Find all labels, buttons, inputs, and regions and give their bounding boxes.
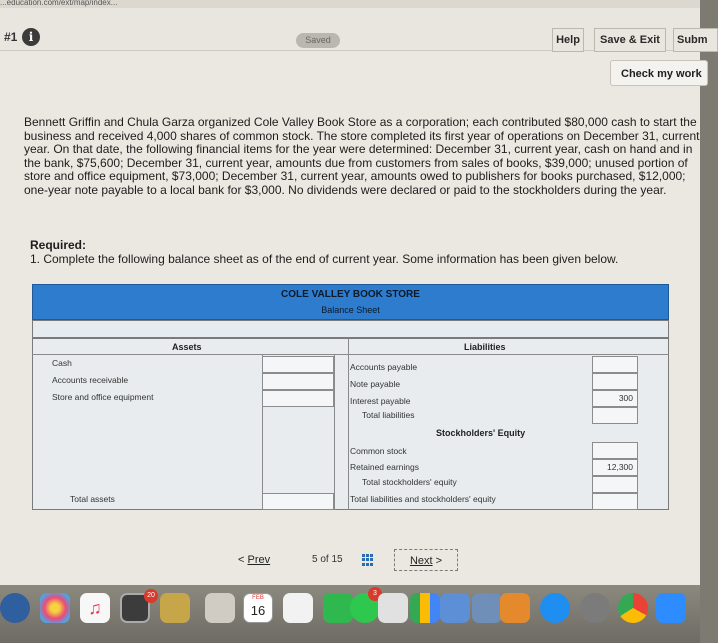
total-liabilities-equity-input[interactable] bbox=[592, 493, 638, 510]
asset-value-divider-right bbox=[334, 354, 335, 510]
numbers-icon[interactable] bbox=[410, 593, 440, 623]
app-store-icon[interactable] bbox=[540, 593, 570, 623]
statement-name: Balance Sheet bbox=[321, 305, 380, 315]
accounts-receivable-input[interactable] bbox=[262, 373, 334, 390]
stickies-icon[interactable] bbox=[205, 593, 235, 623]
blank-date-row bbox=[32, 320, 669, 338]
equipment-input[interactable] bbox=[262, 390, 334, 407]
photos-icon[interactable] bbox=[40, 593, 70, 623]
cash-label: Cash bbox=[52, 358, 72, 368]
facetime-icon[interactable] bbox=[323, 593, 353, 623]
check-my-work-button[interactable]: Check my work bbox=[610, 60, 708, 86]
assets-header: Assets bbox=[172, 342, 202, 352]
music-icon[interactable]: ♫ bbox=[80, 593, 110, 623]
header-rule bbox=[32, 354, 669, 355]
note-payable-input[interactable] bbox=[592, 373, 638, 390]
question-pager bbox=[230, 548, 470, 574]
photos-badge: 20 bbox=[144, 589, 158, 603]
calendar-day: 16 bbox=[250, 603, 266, 618]
common-stock-input[interactable] bbox=[592, 442, 638, 459]
interest-payable-value: 300 bbox=[592, 390, 638, 407]
balance-sheet-table bbox=[32, 284, 669, 512]
saved-status-badge: Saved bbox=[296, 33, 340, 48]
next-button[interactable]: Next > bbox=[394, 549, 458, 571]
retained-earnings-value: 12,300 bbox=[592, 459, 638, 476]
prev-button[interactable]: < Prev bbox=[238, 554, 271, 566]
messages-icon[interactable] bbox=[350, 590, 380, 623]
total-equity-input[interactable] bbox=[592, 476, 638, 493]
preview-icon[interactable] bbox=[472, 593, 502, 623]
info-icon[interactable]: i bbox=[22, 28, 40, 46]
required-instructions: 1. Complete the following balance sheet as of the end of current year. Some information has been given below. bbox=[30, 252, 619, 266]
save-exit-button[interactable]: Save & Exit bbox=[594, 28, 666, 52]
total-liabilities-label: Total liabilities bbox=[362, 410, 415, 420]
total-assets-label: Total assets bbox=[70, 494, 115, 504]
photo-booth-icon[interactable] bbox=[120, 592, 155, 623]
required-title: Required: bbox=[30, 238, 87, 252]
total-assets-input[interactable] bbox=[262, 493, 334, 510]
help-button[interactable]: Help bbox=[552, 28, 584, 52]
launchpad-icon[interactable] bbox=[0, 593, 30, 623]
balance-sheet-header bbox=[32, 284, 669, 320]
total-equity-label: Total stockholders' equity bbox=[362, 477, 457, 487]
current-page: 5 bbox=[312, 554, 318, 565]
retained-earnings-label: Retained earnings bbox=[350, 462, 419, 472]
assignment-header bbox=[0, 8, 708, 51]
freeform-icon[interactable] bbox=[378, 593, 408, 623]
column-divider bbox=[348, 338, 349, 510]
calendar-icon[interactable] bbox=[243, 593, 273, 623]
cash-input[interactable] bbox=[262, 356, 334, 373]
question-number: #1 bbox=[4, 30, 18, 44]
chrome-icon[interactable] bbox=[618, 593, 648, 623]
accounts-payable-input[interactable] bbox=[592, 356, 638, 373]
total-liabilities-input[interactable] bbox=[592, 407, 638, 424]
accounts-receivable-label: Accounts receivable bbox=[52, 375, 129, 385]
problem-statement: Bennett Griffin and Chula Garza organized Cole Valley Book Store as a corporation; each contributed $80,000 cash to start the business and received 4,000 shares of common stock. The store completed its first year of operations on December 31, current year. On that date, the following financial items for the year were determined: December 31, current year, cash on hand and in the bank, $75,600; December 31, current year, amounts due from customers from sales of books, $39,000; unused portion of store and office equipment, $73,000; December 31, current year, amounts owed to publishers for books purchased, $12,000; one-year note payable to a local bank for $3,000. No dividends were declared or paid to the stockholders during the year. bbox=[24, 115, 700, 197]
page-indicator bbox=[312, 554, 343, 565]
liabilities-header: Liabilities bbox=[464, 342, 506, 352]
equipment-label: Store and office equipment bbox=[52, 392, 154, 402]
reminders-icon[interactable] bbox=[283, 593, 313, 623]
company-name: COLE VALLEY BOOK STORE bbox=[281, 289, 420, 300]
total-pages: 15 bbox=[331, 554, 343, 565]
question-grid-icon[interactable] bbox=[362, 554, 374, 566]
tab-url-fragment: ...education.com/ext/map/index... bbox=[0, 0, 118, 7]
messages-badge: 3 bbox=[368, 587, 382, 601]
notes-icon[interactable] bbox=[160, 593, 190, 623]
total-liabilities-equity-label: Total liabilities and stockholders' equity bbox=[350, 494, 496, 504]
page-of-label: of bbox=[320, 554, 329, 565]
common-stock-label: Common stock bbox=[350, 446, 407, 456]
zoom-icon[interactable] bbox=[656, 593, 686, 623]
system-preferences-icon[interactable] bbox=[580, 593, 610, 623]
note-payable-label: Note payable bbox=[350, 379, 401, 389]
prev-label: Prev bbox=[247, 554, 271, 566]
stockholders-equity-header: Stockholders' Equity bbox=[436, 428, 526, 438]
calendar-month: FEB bbox=[252, 595, 264, 601]
next-label: Next bbox=[409, 555, 433, 567]
submit-button[interactable]: Subm bbox=[673, 28, 718, 52]
books-icon[interactable] bbox=[500, 593, 530, 623]
macos-dock bbox=[0, 585, 700, 643]
accounts-payable-label: Accounts payable bbox=[350, 362, 418, 372]
interest-payable-label: Interest payable bbox=[350, 396, 411, 406]
keynote-icon[interactable] bbox=[440, 593, 470, 623]
